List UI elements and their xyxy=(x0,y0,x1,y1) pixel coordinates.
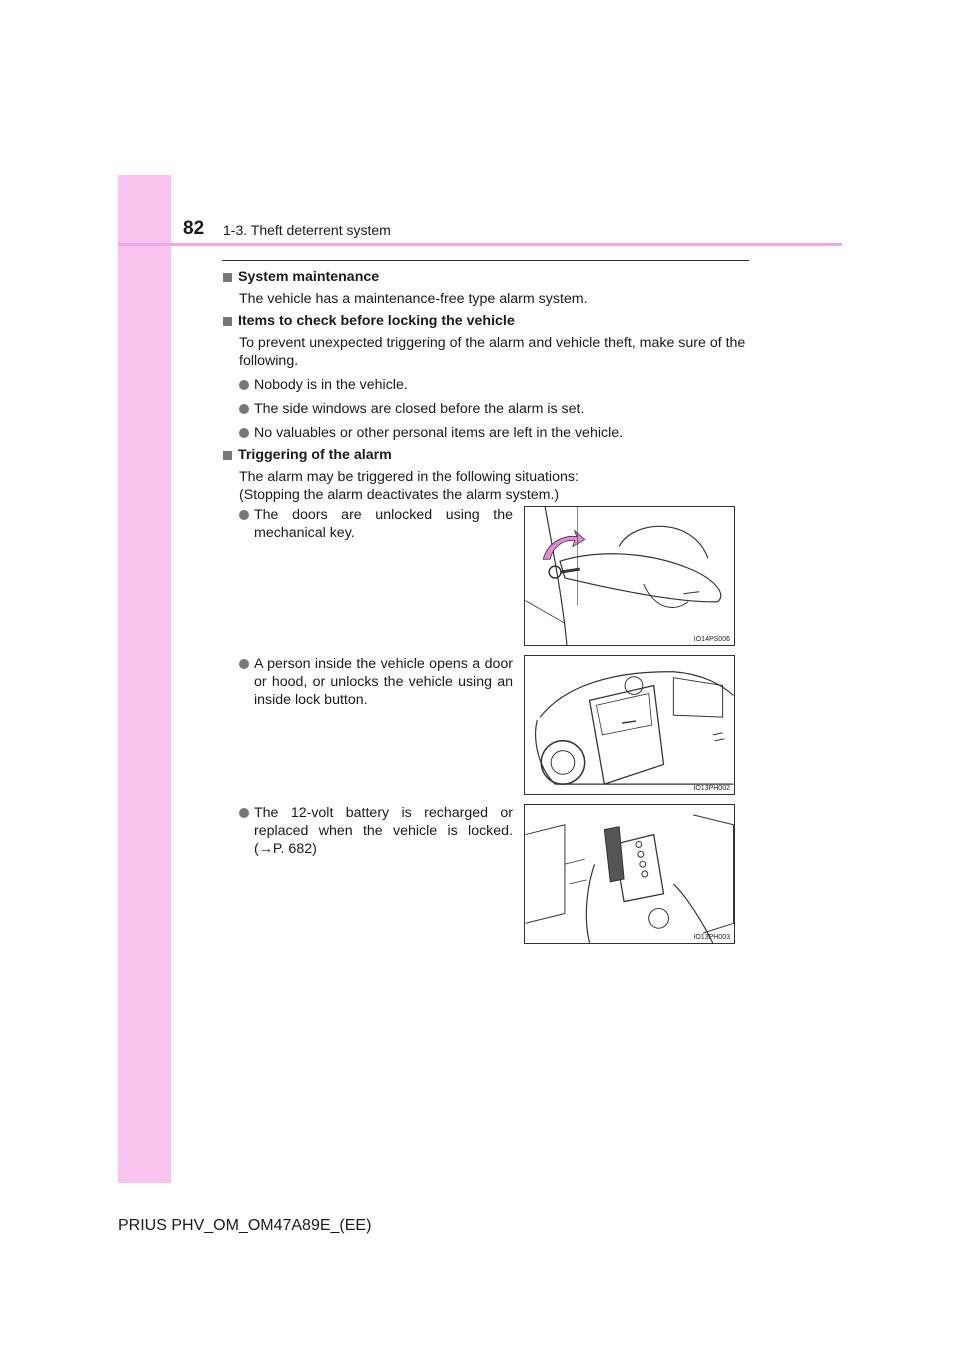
section-title: 1-3. Theft deterrent system xyxy=(223,222,391,238)
paragraph: (Stopping the alarm deactivates the alarm system.) xyxy=(239,487,560,503)
content-divider xyxy=(222,260,749,261)
heading-items-to-check xyxy=(223,312,748,330)
header-rule xyxy=(118,243,842,246)
list-item: Nobody is in the vehicle. xyxy=(223,376,748,394)
figure-code: IO13PH003 xyxy=(693,934,730,941)
square-bullet-icon xyxy=(223,451,232,460)
figure-code: IO14PS006 xyxy=(693,636,730,643)
square-bullet-icon xyxy=(223,273,232,282)
content-body xyxy=(223,268,748,504)
paragraph: To prevent unexpected triggering of the alarm and vehicle theft, make sure of the following. xyxy=(239,335,746,369)
figure-caption: The 12-volt battery is recharged or replaced when the vehicle is locked. (→P. 682) xyxy=(223,804,513,858)
heading-system-maintenance xyxy=(223,268,748,286)
square-bullet-icon xyxy=(223,317,232,326)
heading-triggering xyxy=(223,446,748,464)
door-handle-key-illustration xyxy=(524,506,735,646)
paragraph: The vehicle has a maintenance-free type alarm system. xyxy=(239,291,588,307)
list-item: The side windows are closed before the alarm is set. xyxy=(223,400,748,418)
list-item: No valuables or other personal items are left in the vehicle. xyxy=(223,424,748,442)
chapter-side-tab xyxy=(118,175,171,1183)
figure-code: IO13PH002 xyxy=(693,785,730,792)
page-footer: PRIUS PHV_OM_OM47A89E_(EE) xyxy=(118,1217,372,1234)
battery-replacement-illustration xyxy=(524,804,735,944)
page-number: 82 xyxy=(183,218,205,239)
car-door-open-illustration xyxy=(524,655,735,795)
heading-text: System maintenance xyxy=(238,269,380,285)
heading-text: Triggering of the alarm xyxy=(238,447,392,463)
paragraph: The alarm may be triggered in the following situations: xyxy=(239,469,579,485)
figure-caption: The doors are unlocked using the mechanical key. xyxy=(223,506,513,542)
heading-text: Items to check before locking the vehicle xyxy=(238,313,515,329)
figure-caption: A person inside the vehicle opens a door or hood, or unlocks the vehicle using an inside lock button. xyxy=(223,655,513,709)
